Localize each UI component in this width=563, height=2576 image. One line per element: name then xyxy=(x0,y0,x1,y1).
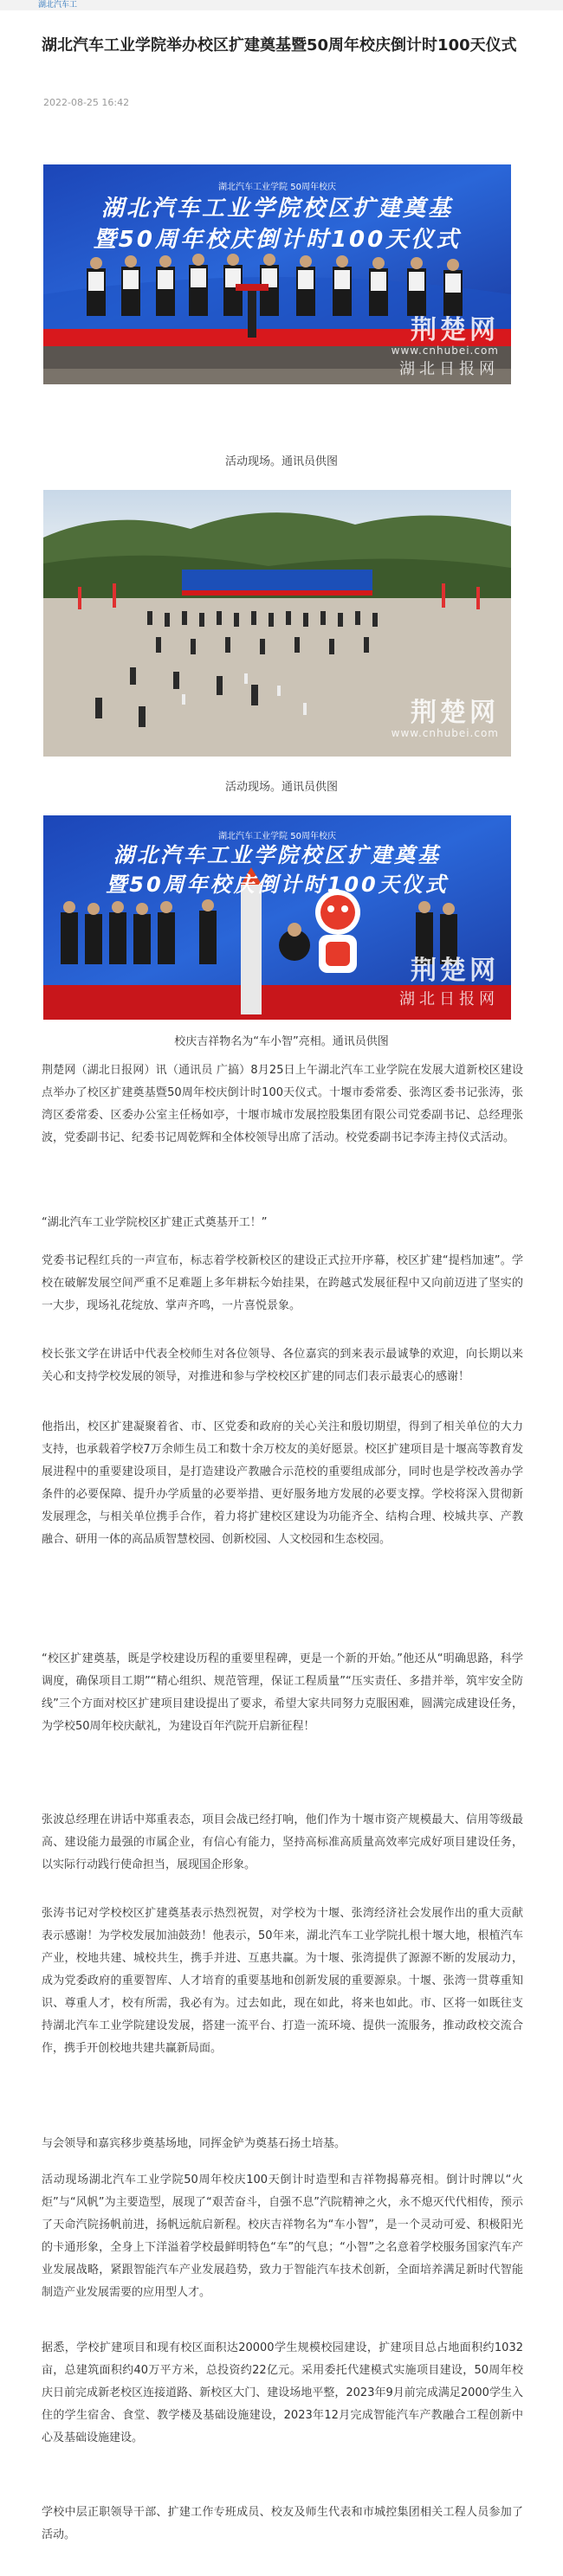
paragraph-3: 党委书记程红兵的一声宣布，标志着学校新校区的建设正式拉开序幕，校区扩建“提档加速”。学校在破解发展空间严重不足难题上多年耕耘今始挂果，在跨越式发展征程中又向前迈进了坚实的一大步，现场礼花绽放、掌声齐鸣，一片喜悦景象。 xyxy=(42,1254,523,1312)
paragraph-5: 他指出，校区扩建凝聚着省、市、区党委和政府的关心关注和殷切期望，得到了相关单位的大力支持，也承载着学校7万余师生员工和数十余万校友的美好愿景。校区扩建项目是十堰高等教育发展进程中的重要建设项目，是打造建设产教融合示范校的重要组成部分，同时也是学校改善办学条件的必要保障、提升办学质量的必要举措、更好服务地方发展的必要支撑。学校将深入贯彻新发展理念，与相关单位携手合作，着力将扩建校区建设为功能齐全、结构合理、校城共享、产教融合、研用一体的高品质智慧校园、创新校园、人文校园和生态校园。 xyxy=(42,1420,523,1546)
watermark xyxy=(399,949,499,1009)
paragraph-8: 张涛书记对学校校区扩建奠基表示热烈祝贺，对学校为十堰、张湾经济社会发展作出的重大贡献表示感谢！为学校发展加油鼓劲！他表示，50年来，湖北汽车工业学院扎根十堰大地，根植汽车产业，校地共建、城校共生，携手并进、互惠共赢。为十堰、张湾提供了源源不断的发展动力，成为党委政府的重要智库、人才培育的重要基地和创新发展的重要源泉。十堰、张湾一贯尊重知识、尊重人才，校有所需，我必有为。过去如此，现在如此，将来也如此。市、区将一如既往支持湖北汽车工业学院建设发展，搭建一流平台、打造一流环境、提供一流服务，推动政校交流合作，携手开创校地共建共赢新局面。 xyxy=(42,1907,523,2055)
photo-ceremony-stage xyxy=(43,164,511,384)
watermark-url: www.cnhubei.com xyxy=(391,727,499,739)
paragraph-11: 据悉，学校扩建项目和现有校区面积达20000学生规模校园建设，扩建项目总占地面积约1032亩，总建筑面积约40万平方米，总投资约22亿元。采用委托代建模式实施项目建设，50周年校庆日前完成新老校区连接道路、新校区大门、建设场地平整，2023年9月前完成满足2000学生入住的学生宿舍、食堂、教学楼及基础设施建设，2023年12月完成智能汽车产教融合工程创新中心及基础设施建设。 xyxy=(42,2341,523,2444)
paragraph-6: “校区扩建奠基，既是学校建设历程的重要里程碑，更是一个新的开始。”他还从“明确思路，科学调度，确保项目工期”“精心组织、规范管理，保证工程质量”“压实责任、多措并举，筑牢安全防线”三个方面对校区扩建项目建设提出了要求，希望大家共同努力克服困难，圆满完成建设任务，为学校50周年校庆献礼，为建设百年汽院开启新征程！ xyxy=(42,1652,523,1733)
paragraph-9: 与会领导和嘉宾移步奠基场地，同挥金铲为奠基石扬土培基。 xyxy=(42,2137,346,2150)
banner-logo: 湖北汽车工业学院 50周年校庆 xyxy=(218,832,336,841)
paragraph-12: 学校中层正职领导干部、扩建工作专班成员、校友及师生代表和市城控集团相关工程人员参加了活动。 xyxy=(42,2506,523,2541)
watermark-logo: 荆楚网 xyxy=(411,956,499,986)
photo-caption-1: 活动现场。通讯员供图 xyxy=(224,455,338,468)
banner-line-1: 湖北汽车工业学院校区扩建奠基 xyxy=(113,843,441,867)
watermark-url: www.cnhubei.com xyxy=(391,345,499,357)
paragraph-4: 校长张文学在讲话中代表全校师生对各位领导、各位嘉宾的到来表示最诚挚的欢迎，向长期以来关心和支持学校发展的领导，对推进和参与学校校区扩建的同志们表示最衷心的感谢！ xyxy=(42,1348,523,1383)
photo-caption-2: 活动现场。通讯员供图 xyxy=(224,781,338,794)
banner-logo: 湖北汽车工业学院 50周年校庆 xyxy=(218,183,336,192)
banner-line-2: 暨50周年校庆倒计时100天仪式 xyxy=(93,227,462,253)
watermark-logo: 荆楚网 xyxy=(411,315,499,345)
watermark-sub: 湖北日报网 xyxy=(399,360,499,378)
article-title: 湖北汽车工业学院举办校区扩建奠基暨50周年校庆倒计时100天仪式 xyxy=(42,36,517,55)
watermark xyxy=(392,691,499,739)
watermark-sub: 湖北日报网 xyxy=(399,990,499,1008)
watermark-logo: 荆楚网 xyxy=(411,698,499,728)
banner-line-1: 湖北汽车工业学院校区扩建奠基 xyxy=(100,196,453,222)
top-strip xyxy=(0,0,563,10)
paragraph-2: “湖北汽车工业学院校区扩建正式奠基开工！” xyxy=(42,1216,268,1229)
site-logo-text: 湖北汽车工 xyxy=(38,1,78,10)
banner-line-2: 暨50周年校庆倒计时100天仪式 xyxy=(106,873,449,897)
paragraph-1: 荆楚网（湖北日报网）讯（通讯员 广搞）8月25日上午湖北汽车工业学院在发展大道新校区建设点举办了校区扩建奠基暨50周年校庆倒计时100天仪式。十堰市委常委、张湾区委书记张涛，张湾区委常委、区委办公室主任杨如亭，十堰市城市发展控股集团有限公司党委副书记、总经理张波，党委副书记、纪委书记周乾辉和全体校领导出席了活动。校党委副书记李涛主持仪式活动。 xyxy=(42,1064,523,1144)
paragraph-7: 张波总经理在讲话中郑重表态，项目会战已经打响，他们作为十堰市资产规模最大、信用等级最高、建设能力最强的市属企业，有信心有能力，坚持高标准高质量高效率完成好项目建设任务，以实际行动践行使命担当，展现国企形象。 xyxy=(42,1813,523,1871)
article-date: 2022-08-25 16:42 xyxy=(43,97,130,108)
photo-construction-site xyxy=(43,490,511,757)
photo-mascot-reveal xyxy=(43,815,511,1020)
watermark xyxy=(392,308,499,379)
paragraph-10: 活动现场湖北汽车工业学院50周年校庆100天倒计时造型和吉祥物揭幕亮相。倒计时牌以“火炬”与“风帆”为主要造型，展现了“艰苦奋斗，自强不息”汽院精神之火，永不熄灭代代相传，预示了天命汽院扬帆前进，扬帆远航启新程。校庆吉祥物名为“车小智”，是一个灵动可爱、积极阳光的卡通形象，全身上下洋溢着学校最鲜明特色“车”的气息；“小智”之名意着学校服务国家汽车产业发展战略，紧跟智能汽车产业发展趋势，致力于智能汽车技术创新，全面培养满足新时代智能制造产业发展需要的应用型人才。 xyxy=(42,2174,523,2299)
photo-caption-3: 校庆吉祥物名为“车小智”亮相。通讯员供图 xyxy=(174,1035,389,1048)
